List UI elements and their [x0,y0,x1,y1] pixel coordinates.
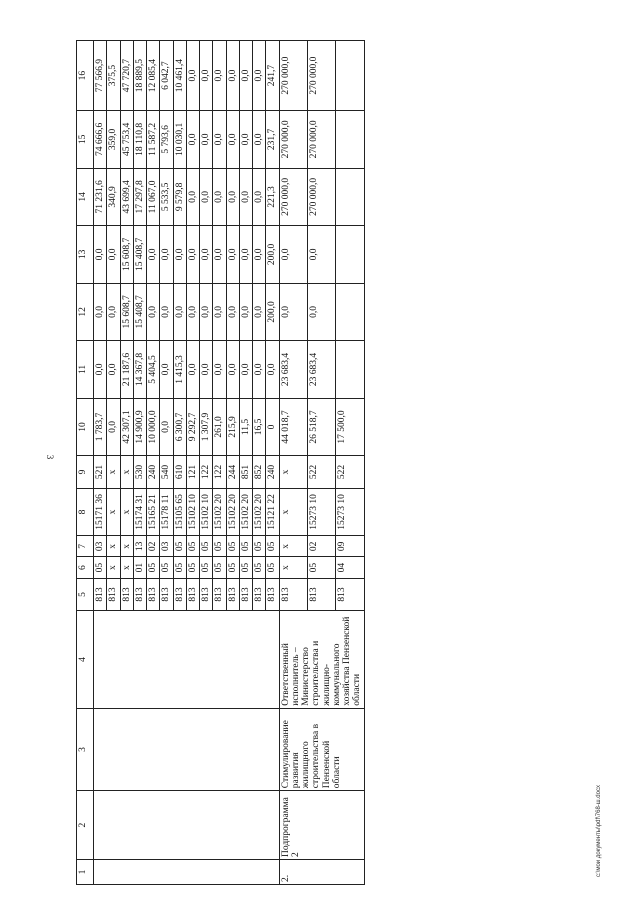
table-cell [336,283,364,341]
header-cell: 10 [77,398,94,456]
table-cell: 215,9 [226,398,239,456]
table-cell: 0,0 [200,341,213,399]
table-cell: 0,0 [226,341,239,399]
table-cell: 11 067,0 [147,168,160,226]
table-cell: 15273 10 [307,488,335,536]
table-cell: 05 [186,536,199,557]
table-cell: 05 [213,557,226,578]
table-cell: x [279,456,307,489]
table-cell: 05 [266,557,279,578]
table-cell: 05 [226,536,239,557]
table-cell: 0,0 [279,283,307,341]
table-cell: 11 587,2 [147,111,160,169]
table-cell: 0,0 [160,283,173,341]
table-cell: 0,0 [107,398,120,456]
table-cell: 15 408,7 [133,226,146,284]
table-cell: 15105 65 [173,488,186,536]
table-cell: 0,0 [200,111,213,169]
table-cell: 05 [239,557,252,578]
table-cell: 45 753,4 [120,111,133,169]
table-cell: 340,9 [107,168,120,226]
table-cell: 11,5 [239,398,252,456]
table-cell: 0,0 [147,283,160,341]
table-cell: 05 [160,557,173,578]
table-cell: 813 [279,578,307,611]
table-cell: 270 000,0 [279,111,307,169]
table-cell: 813 [173,578,186,611]
table-cell: 0,0 [107,341,120,399]
table-cell: 1 783,7 [94,398,107,456]
table-cell: 813 [133,578,146,611]
table-cell: 813 [226,578,239,611]
table-cell: 43 699,4 [120,168,133,226]
table-cell: 71 231,6 [94,168,107,226]
table-cell: 851 [239,456,252,489]
table-cell: 0,0 [186,283,199,341]
table-cell: 05 [239,536,252,557]
table-cell: 15102 20 [213,488,226,536]
table-cell: 15102 20 [253,488,266,536]
table-cell: 0,0 [213,283,226,341]
table-cell: 1 415,3 [173,341,186,399]
table-cell: 813 [213,578,226,611]
subprogram-title-cell: Стимулирование развития жилищного строительства в Пензенской области [279,708,364,791]
table-cell: 521 [94,456,107,489]
table-cell: 0,0 [186,341,199,399]
table-cell: x [120,488,133,536]
table-cell: 18 110,8 [133,111,146,169]
table-cell: 15178 11 [160,488,173,536]
table-cell: 813 [253,578,266,611]
table-cell: 0,0 [200,283,213,341]
table-cell: 42 307,1 [120,398,133,456]
table-cell: 0,0 [107,226,120,284]
table-cell: 05 [173,557,186,578]
table-cell: 200,0 [266,226,279,284]
table-cell: x [120,456,133,489]
table-cell: 10 030,1 [173,111,186,169]
table-cell: 0,0 [213,226,226,284]
table-cell: 0,0 [239,41,252,111]
table-cell: 122 [213,456,226,489]
table-cell: 05 [200,557,213,578]
subprogram-name-cell: Подпрограмма 2 [279,791,364,860]
row-number-cell: 2. [279,860,364,885]
table-cell: 240 [266,456,279,489]
table-cell: 05 [147,557,160,578]
table-cell [336,111,364,169]
table-cell: 0,0 [307,226,335,284]
table-cell: 15165 21 [147,488,160,536]
executor-cell: Ответственный исполнитель – Министерство строительства и жилищно-коммунального хозяйства Пензенской области [279,611,364,709]
table-cell: 0,0 [307,283,335,341]
blank-cell [94,860,280,885]
table-cell: 0,0 [253,283,266,341]
table-cell: 813 [120,578,133,611]
table-cell: 0,0 [239,111,252,169]
header-cell: 9 [77,456,94,489]
table-cell: 44 018,7 [279,398,307,456]
table-cell: 813 [336,578,364,611]
table-cell: 522 [307,456,335,489]
table-cell: 270 000,0 [307,41,335,111]
table-cell: 03 [160,536,173,557]
table-cell: 0,0 [94,283,107,341]
header-cell: 13 [77,226,94,284]
table-cell: x [107,456,120,489]
table-cell: 10 461,4 [173,41,186,111]
table-cell: 0,0 [226,283,239,341]
table-cell: 0,0 [239,168,252,226]
table-cell: x [107,557,120,578]
table-cell: 15 608,7 [120,226,133,284]
table-cell: 15273 10 [336,488,364,536]
table-cell: 02 [307,536,335,557]
header-cell: 3 [77,708,94,791]
table-cell: 15 608,7 [120,283,133,341]
table-cell: 359,0 [107,111,120,169]
header-cell: 2 [77,791,94,860]
header-cell: 15 [77,111,94,169]
table-cell: 02 [147,536,160,557]
table-cell: 26 518,7 [307,398,335,456]
table-cell: 270 000,0 [279,168,307,226]
table-cell: 15 408,7 [133,283,146,341]
header-cell: 12 [77,283,94,341]
table-cell: 0,0 [94,226,107,284]
table-cell: 270 000,0 [307,168,335,226]
table-cell: 0,0 [213,341,226,399]
table-row [94,41,107,885]
table-cell: 0,0 [173,283,186,341]
table-cell: 375,5 [107,41,120,111]
table-cell: 13 [133,536,146,557]
table-cell: 240 [147,456,160,489]
table-cell: 74 666,6 [94,111,107,169]
table-cell: 17 297,8 [133,168,146,226]
table-cell: 1 307,9 [200,398,213,456]
table-cell: 0,0 [213,41,226,111]
table-cell: 05 [253,536,266,557]
table-cell: 23 683,4 [279,341,307,399]
table-cell: 04 [336,557,364,578]
table-cell: 05 [253,557,266,578]
table-cell: 0,0 [239,341,252,399]
table-cell: 121 [186,456,199,489]
table-cell: 15102 20 [239,488,252,536]
header-cell: 4 [77,611,94,709]
table-cell [336,226,364,284]
table-cell: 0,0 [147,226,160,284]
table-cell: x [279,557,307,578]
table-cell: x [120,557,133,578]
table-cell: 0,0 [160,341,173,399]
table-cell: 0,0 [186,111,199,169]
table-cell: 610 [173,456,186,489]
table-cell: 0,0 [213,168,226,226]
table-cell: 5 793,6 [160,111,173,169]
table-cell: 122 [200,456,213,489]
table-cell: 15102 10 [200,488,213,536]
table-cell: 0 [266,398,279,456]
table-cell: 0,0 [200,41,213,111]
table-cell: x [279,536,307,557]
table-cell: 813 [107,578,120,611]
table-cell: 10 000,0 [147,398,160,456]
table-cell: 09 [336,536,364,557]
table-cell: 0,0 [253,41,266,111]
table-cell: 244 [226,456,239,489]
table-cell: 14 367,8 [133,341,146,399]
table-cell: 77 566,9 [94,41,107,111]
table-cell: 0,0 [226,111,239,169]
table-cell: 15102 20 [226,488,239,536]
table-cell: 522 [336,456,364,489]
header-cell: 7 [77,536,94,557]
table-cell: 05 [307,557,335,578]
table-cell: 0,0 [213,111,226,169]
header-cell: 11 [77,341,94,399]
header-cell: 1 [77,860,94,885]
table-cell: 813 [266,578,279,611]
table-cell: 0,0 [253,341,266,399]
table-cell: 15121 22 [266,488,279,536]
table-cell: 0,0 [266,341,279,399]
table-cell: 0,0 [253,168,266,226]
table-cell: 813 [186,578,199,611]
budget-table [76,40,365,885]
table-cell: 6 042,7 [160,41,173,111]
table-cell [336,41,364,111]
table-cell: 813 [160,578,173,611]
header-row [77,41,94,885]
table-cell: 0,0 [239,283,252,341]
table-cell: x [279,488,307,536]
table-cell: 530 [133,456,146,489]
table-cell: 0,0 [253,226,266,284]
table-cell: 813 [307,578,335,611]
rotated-page [76,40,602,885]
table-cell: 05 [200,536,213,557]
table-cell: 261,0 [213,398,226,456]
blank-cell [94,611,280,709]
table-cell: 03 [94,536,107,557]
table-cell: 0,0 [200,226,213,284]
table-cell: 0,0 [186,41,199,111]
table-cell: 0,0 [173,226,186,284]
table-cell: 9 292,7 [186,398,199,456]
table-cell: 200,0 [266,283,279,341]
table-cell: 0,0 [226,168,239,226]
table-cell: 0,0 [160,398,173,456]
header-cell: 6 [77,557,94,578]
table-cell: 0,0 [200,168,213,226]
table-cell: 813 [239,578,252,611]
table-cell: 5 404,5 [147,341,160,399]
table-cell: 01 [133,557,146,578]
table-cell: 16,5 [253,398,266,456]
header-cell: 8 [77,488,94,536]
table-cell: x [107,536,120,557]
page-number: 3 [45,454,55,460]
table-cell: 0,0 [107,283,120,341]
table-cell [336,168,364,226]
table-cell: 241,7 [266,41,279,111]
table-cell: 05 [213,536,226,557]
blank-cell [94,708,280,791]
table-cell: 17 500,0 [336,398,364,456]
header-cell: 14 [77,168,94,226]
table-cell: 12 085,4 [147,41,160,111]
table-cell: 15171 36 [94,488,107,536]
table-cell: 6 300,7 [173,398,186,456]
table-cell: 15174 31 [133,488,146,536]
file-path-footer: c:\мои документы\pdf\768-ш.docx [596,785,602,877]
table-cell: 0,0 [186,168,199,226]
table-cell: 813 [94,578,107,611]
table-cell: 270 000,0 [307,111,335,169]
table-cell: 0,0 [239,226,252,284]
table-cell: 18 889,5 [133,41,146,111]
table-cell: 05 [94,557,107,578]
table-cell: 5 533,5 [160,168,173,226]
table-cell [336,341,364,399]
table-cell: 813 [200,578,213,611]
table-cell: 270 000,0 [279,41,307,111]
table-cell: 231,7 [266,111,279,169]
table-cell: 813 [147,578,160,611]
header-cell: 16 [77,41,94,111]
table-cell: 05 [186,557,199,578]
blank-cell [94,791,280,860]
table-cell: 9 579,8 [173,168,186,226]
table-row [279,41,307,885]
table-cell: 05 [173,536,186,557]
table-cell: 47 720,7 [120,41,133,111]
table-cell: 540 [160,456,173,489]
table-cell: 852 [253,456,266,489]
table-cell: 0,0 [160,226,173,284]
table-cell: 0,0 [253,111,266,169]
table-cell: 0,0 [226,226,239,284]
header-cell: 5 [77,578,94,611]
table-cell: 05 [226,557,239,578]
table-cell: 23 683,4 [307,341,335,399]
table-cell: 05 [266,536,279,557]
table-cell: 0,0 [279,226,307,284]
table-cell: x [107,488,120,536]
table-cell: 0,0 [186,226,199,284]
table-cell: 15102 10 [186,488,199,536]
table-cell: 21 187,6 [120,341,133,399]
table-cell: 0,0 [226,41,239,111]
table-cell: 0,0 [94,341,107,399]
table-cell: 14 900,9 [133,398,146,456]
table-cell: 221,3 [266,168,279,226]
table-cell: x [120,536,133,557]
